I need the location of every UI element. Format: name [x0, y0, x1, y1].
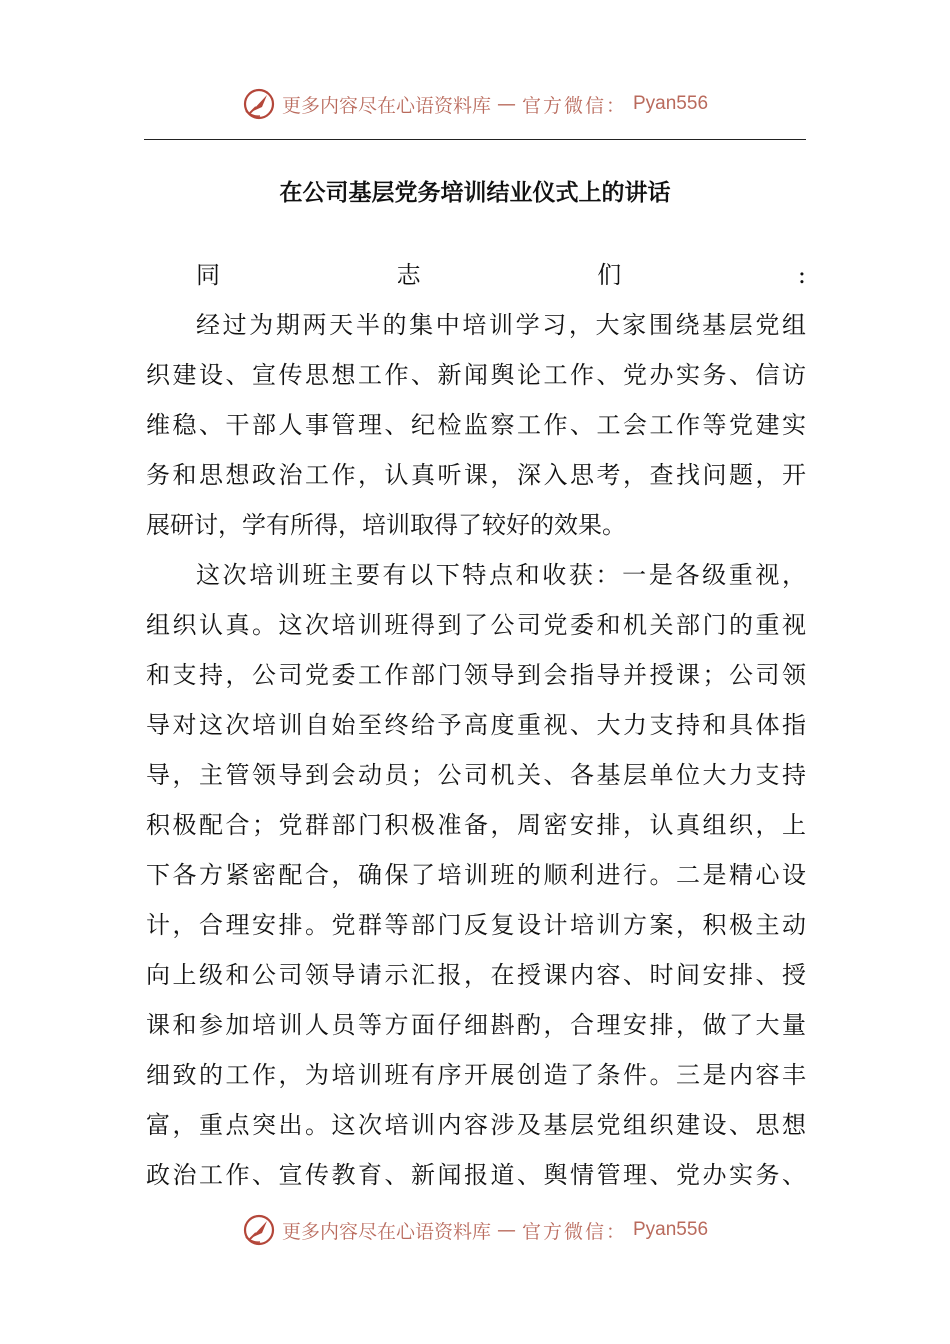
footer-watermark — [0, 1210, 950, 1250]
watermark-wechat-id: Pyan556 — [633, 93, 709, 114]
paragraph-line: 务和思想政治工作，认真听课，深入思考，查找问题，开 — [146, 461, 806, 489]
watermark-separator: — — [496, 1219, 516, 1241]
paragraph-line: 课和参加培训人员等方面仔细斟酌，合理安排，做了大量 — [146, 1011, 806, 1039]
paragraph-line: 这次培训班主要有以下特点和收获：一是各级重视， — [196, 561, 806, 589]
salutation-line: 同志们: — [196, 261, 806, 289]
quill-logo-icon — [242, 87, 276, 121]
paragraph-line: 维稳、干部人事管理、纪检监察工作、工会工作等党建实 — [146, 411, 806, 439]
paragraph-line: 经过为期两天半的集中培训学习，大家围绕基层党组 — [196, 311, 806, 339]
paragraph-line: 下各方紧密配合，确保了培训班的顺利进行。二是精心设 — [146, 861, 806, 889]
header-watermark — [0, 84, 950, 124]
paragraph-line: 织建设、宣传思想工作、新闻舆论工作、党办实务、信访 — [146, 361, 806, 389]
document-body — [146, 250, 806, 1200]
watermark-wechat-id: Pyan556 — [633, 1219, 709, 1240]
paragraph-line: 富，重点突出。这次培训内容涉及基层党组织建设、思想 — [146, 1111, 806, 1139]
paragraph-line: 组织认真。这次培训班得到了公司党委和机关部门的重视 — [146, 611, 806, 639]
watermark-wechat-label: 官方微信： — [521, 1220, 627, 1243]
quill-logo-icon — [242, 1213, 276, 1247]
watermark-site-text: 更多内容尽在心语资料库 — [281, 1220, 491, 1243]
paragraph-line: 展研讨，学有所得，培训取得了较好的效果。 — [146, 511, 626, 539]
paragraph-line: 导，主管领导到会动员；公司机关、各基层单位大力支持 — [146, 761, 806, 789]
watermark-wechat-label: 官方微信： — [521, 94, 627, 117]
document-title: 在公司基层党务培训结业仪式上的讲话 — [279, 180, 671, 206]
paragraph-line: 导对这次培训自始至终给予高度重视、大力支持和具体指 — [146, 711, 806, 739]
paragraph-line: 积极配合；党群部门积极准备，周密安排，认真组织，上 — [146, 811, 806, 839]
paragraph-line: 向上级和公司领导请示汇报，在授课内容、时间安排、授 — [146, 961, 806, 989]
paragraph-line: 计，合理安排。党群等部门反复设计培训方案，积极主动 — [146, 911, 806, 939]
header-divider — [144, 139, 806, 140]
paragraph-line: 细致的工作，为培训班有序开展创造了条件。三是内容丰 — [146, 1061, 806, 1089]
paragraph-line: 政治工作、宣传教育、新闻报道、舆情管理、党办实务、 — [146, 1161, 806, 1189]
paragraph-line: 和支持，公司党委工作部门领导到会指导并授课；公司领 — [146, 661, 806, 689]
watermark-separator: — — [496, 93, 516, 115]
watermark-site-text: 更多内容尽在心语资料库 — [281, 94, 491, 117]
